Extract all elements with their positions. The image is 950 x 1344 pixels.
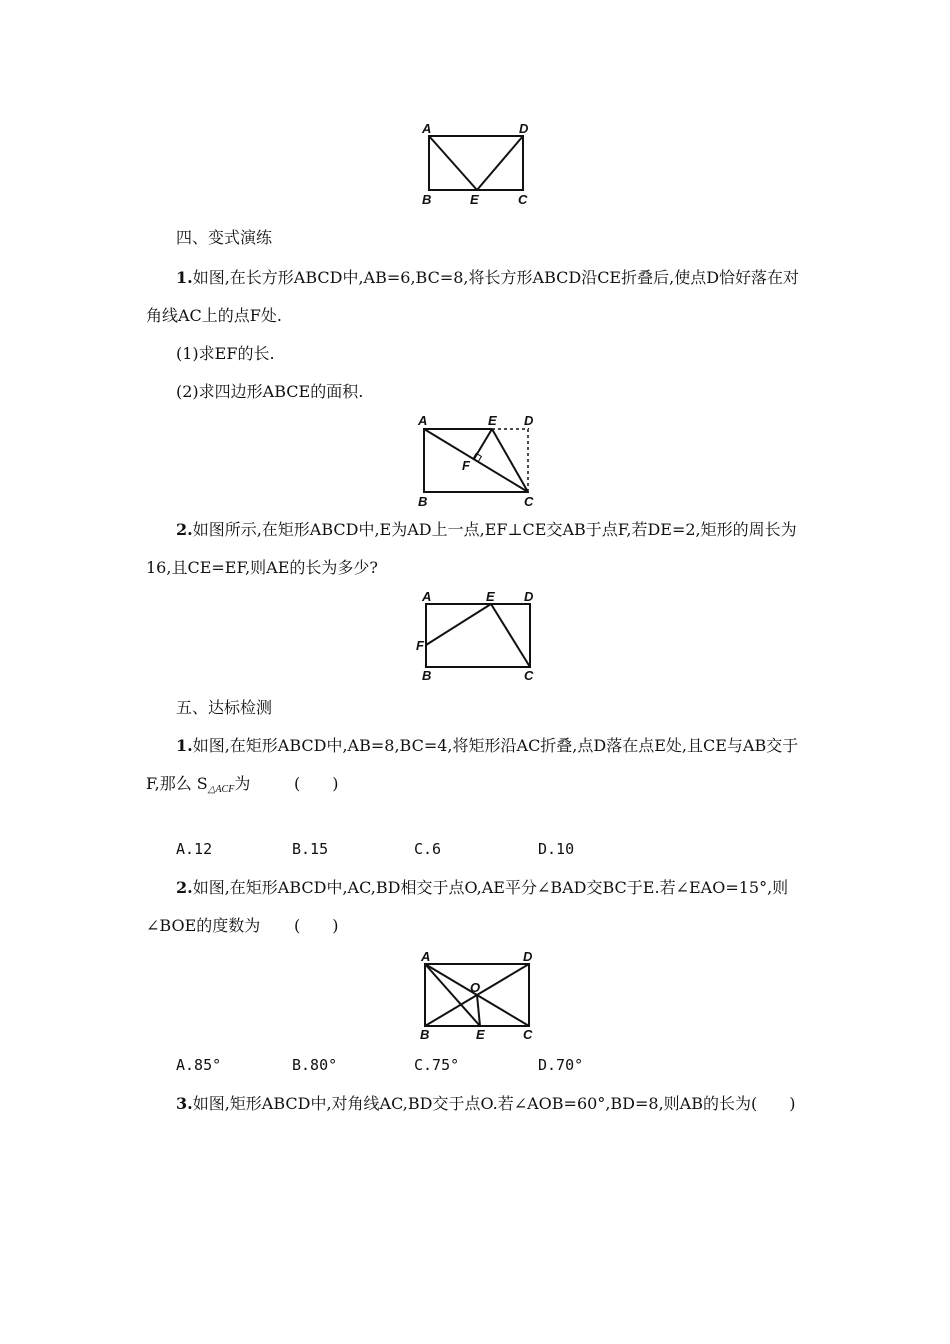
s5-q2-line2: ∠BOE的度数为 [146, 916, 261, 935]
label-E: E [470, 192, 479, 207]
s5-q1-paren: ( ) [294, 774, 339, 793]
label-D: D [523, 950, 533, 964]
figure-rectangle-abcd-e [418, 118, 538, 210]
label-A: A [422, 590, 432, 604]
s4-q2-line1 [176, 520, 797, 540]
label-B: B [422, 668, 432, 682]
s5-q2-number: 2. [176, 878, 193, 897]
label-B: B [422, 192, 432, 207]
label-E: E [476, 1027, 485, 1042]
label-E: E [488, 413, 497, 428]
s5-q1-text: 如图,在矩形ABCD中,AB=8,BC=4,将矩形沿AC折叠,点D落在点E处,且CE与AB交于 [192, 736, 799, 755]
s5-q1-pre: F,那么 S [146, 774, 208, 793]
label-B: B [418, 494, 428, 509]
label-D: D [524, 590, 534, 604]
label-C: C [523, 1027, 533, 1042]
s5-q1-sub: △ACF [207, 784, 235, 795]
s4-q2-number: 2. [176, 520, 193, 539]
s4-q2-line2: 16,且CE=EF,则AE的长为多少? [146, 558, 378, 577]
s4-q2-text: 如图所示,在矩形ABCD中,E为AD上一点,EF⊥CE交AB于点F,若DE=2,矩形的周长为 [192, 520, 797, 539]
s5-q3-line1 [176, 1094, 795, 1114]
s4-q1-part2: (2)求四边形ABCE的面积. [176, 382, 364, 401]
label-D: D [519, 121, 529, 136]
s5-q1-number: 1. [176, 736, 193, 755]
label-A: A [421, 950, 431, 964]
label-F: F [416, 638, 424, 653]
label-A: A [418, 413, 428, 428]
label-C: C [524, 494, 534, 509]
section4-heading: 四、变式演练 [176, 228, 273, 247]
s5-q1-option-a: A.12 [176, 840, 213, 858]
s5-q3-number: 3. [176, 1094, 193, 1113]
label-D: D [524, 413, 534, 428]
section5-heading: 五、达标检测 [176, 698, 273, 717]
label-B: B [420, 1027, 430, 1042]
s4-q1-text: 如图,在长方形ABCD中,AB=6,BC=8,将长方形ABCD沿CE折叠后,使点D恰好落在对 [192, 268, 800, 287]
s5-q1-line2 [146, 774, 250, 800]
s5-q1-option-b: B.15 [292, 840, 329, 858]
label-C: C [524, 668, 534, 682]
s5-q2-option-b: B.80° [292, 1056, 338, 1074]
figure-fold-rectangle [410, 412, 546, 512]
s5-q3-text: 如图,矩形ABCD中,对角线AC,BD交于点O.若∠AOB=60°,BD=8,则AB的长为( ) [192, 1094, 796, 1113]
s5-q1-option-d: D.10 [538, 840, 575, 858]
s5-q2-option-c: C.75° [414, 1056, 460, 1074]
figure-rectangle-ef-ce [412, 590, 548, 682]
s5-q1-post: 为 [234, 774, 251, 793]
label-A: A [422, 121, 432, 136]
label-E: E [486, 590, 495, 604]
s5-q2-option-d: D.70° [538, 1056, 584, 1074]
label-F: F [462, 458, 470, 473]
s5-q2-text: 如图,在矩形ABCD中,AC,BD相交于点O,AE平分∠BAD交BC于E.若∠EAO=15°,则 [192, 878, 789, 897]
figure-rectangle-diagonals [412, 950, 548, 1042]
s5-q2-option-a: A.85° [176, 1056, 222, 1074]
label-O: O [470, 980, 481, 995]
s5-q2-line1 [176, 878, 788, 898]
label-C: C [518, 192, 528, 207]
s4-q1-line2: 角线AC上的点F处. [146, 306, 282, 325]
s4-q1-part1: (1)求EF的长. [176, 344, 275, 363]
s4-q1-line1 [176, 268, 799, 288]
s5-q2-paren: ( ) [294, 916, 339, 935]
s5-q1-option-c: C.6 [414, 840, 442, 858]
s4-q1-number: 1. [176, 268, 193, 287]
s5-q1-line1 [176, 736, 798, 756]
